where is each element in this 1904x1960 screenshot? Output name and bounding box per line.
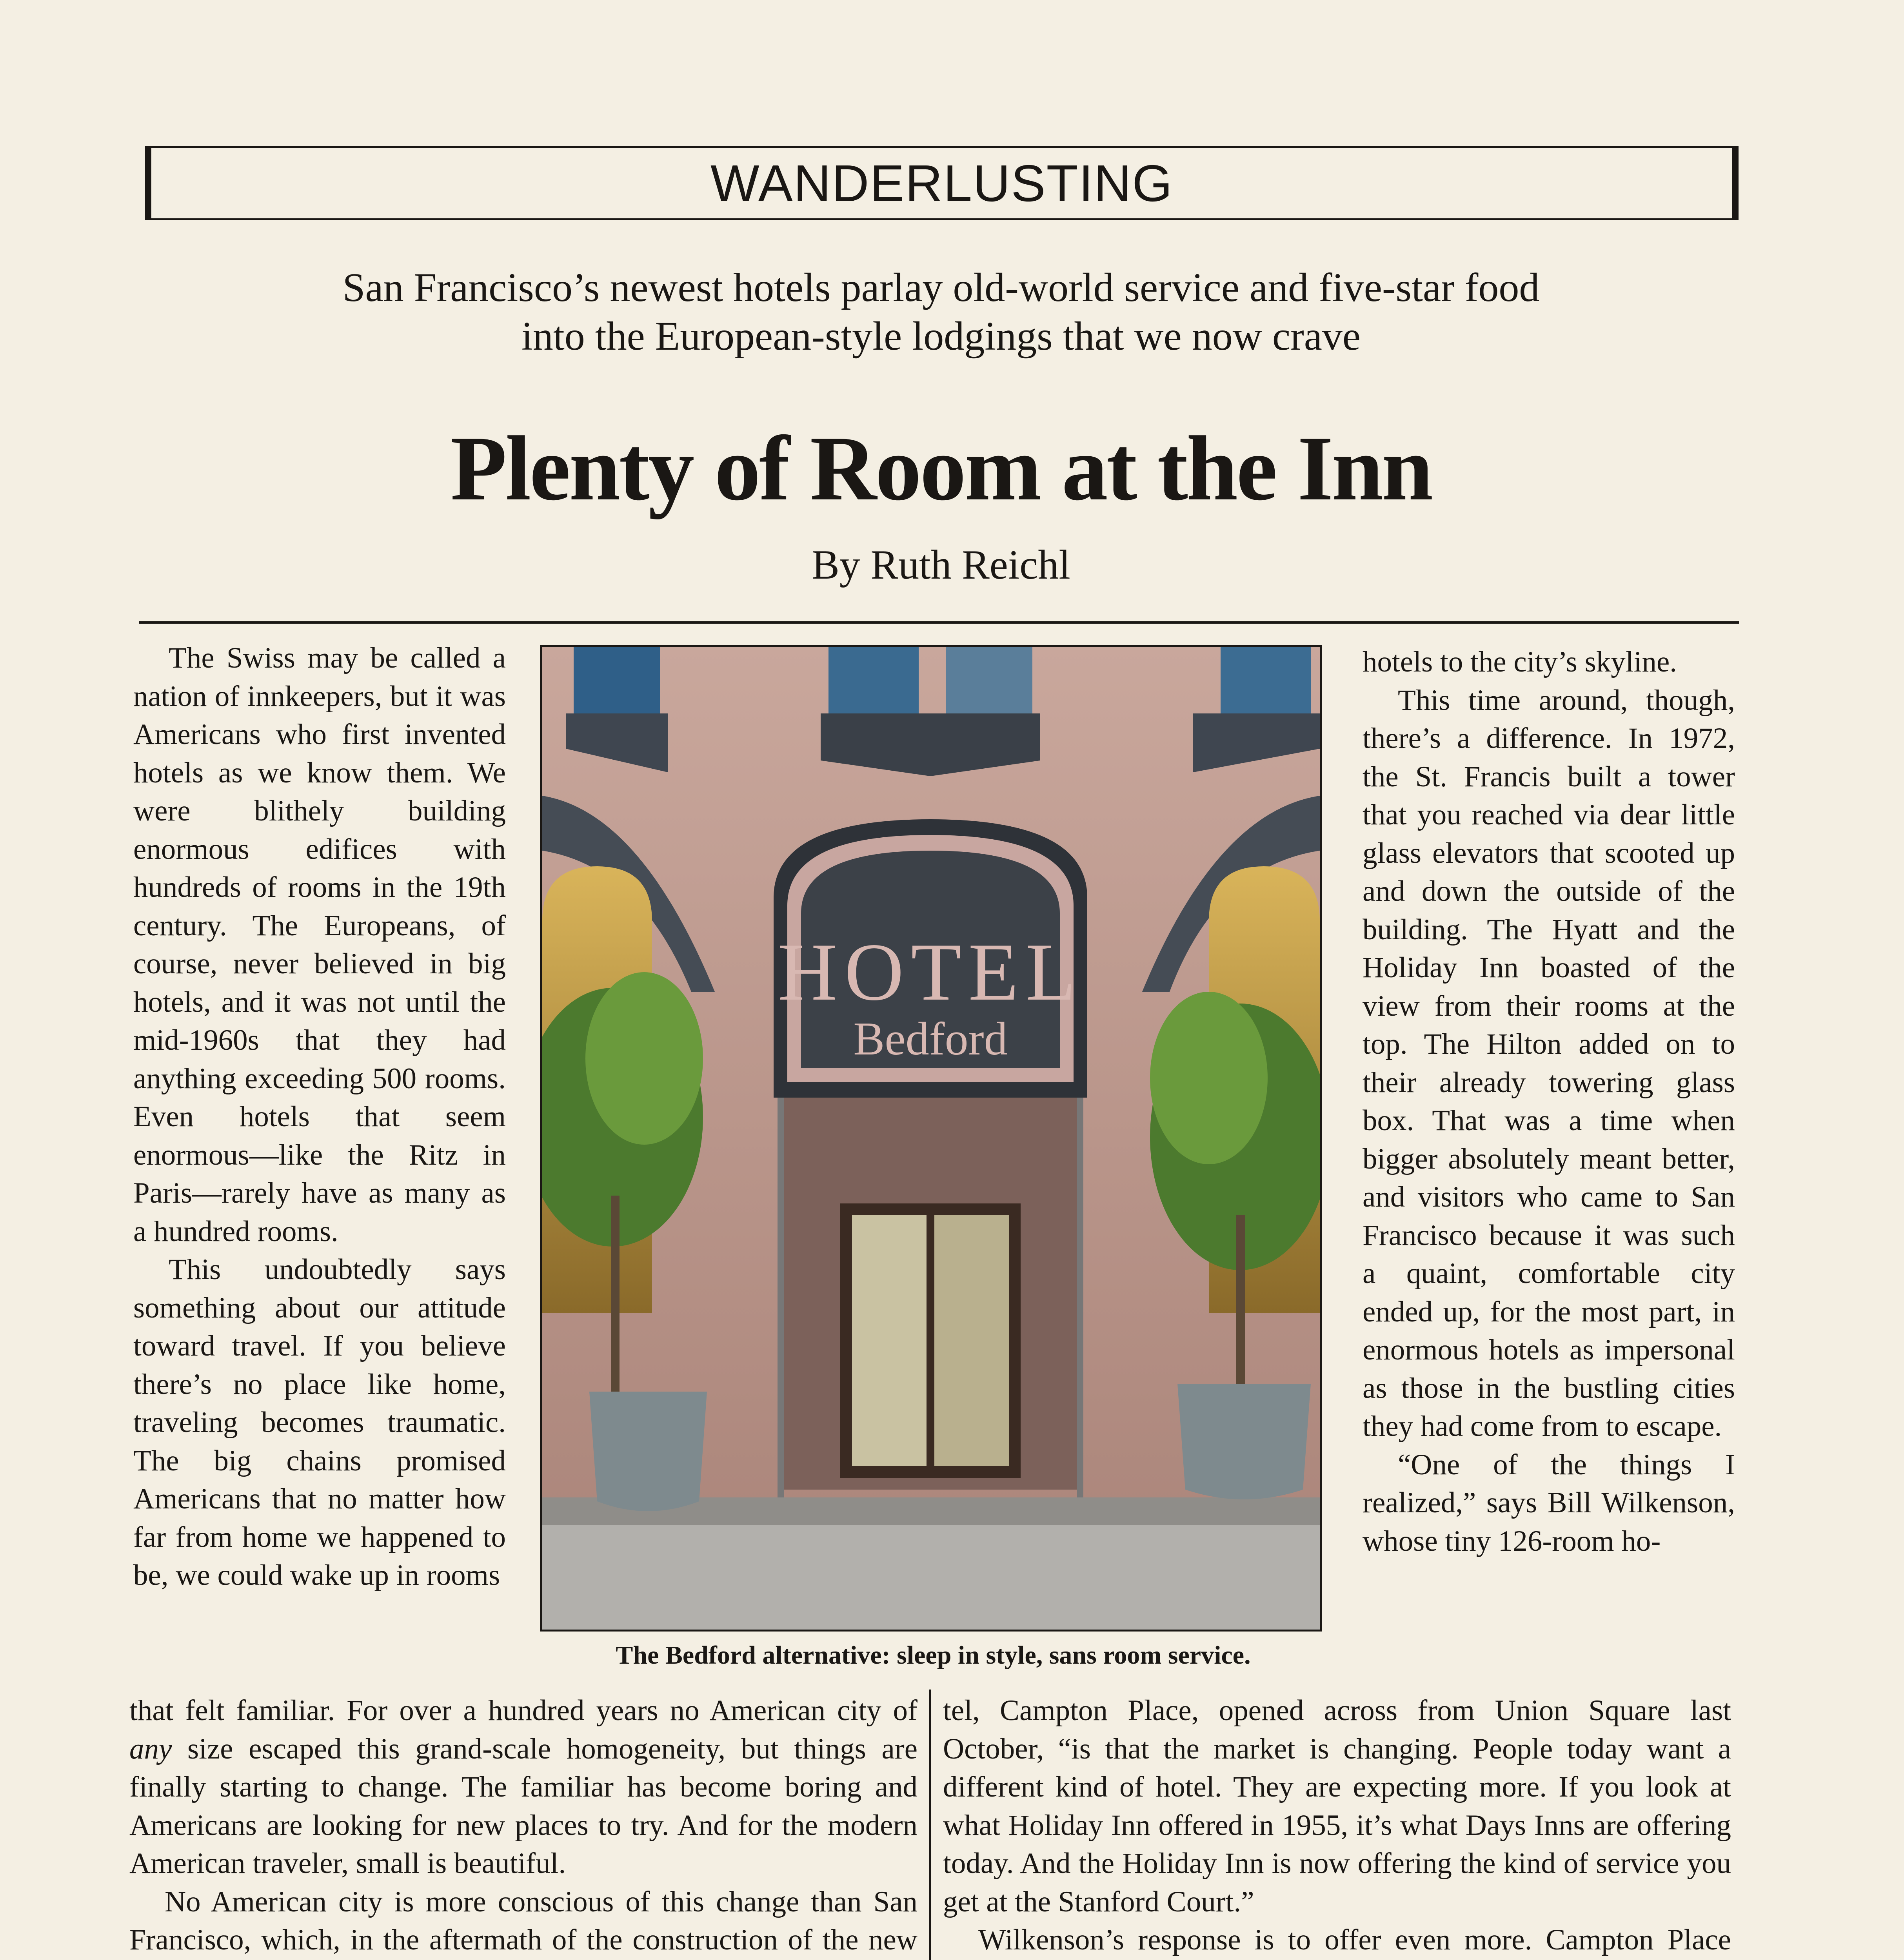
paragraph: “One of the things I realized,” says Bill Wilkenson, whose tiny 126-room ho- (1363, 1448, 1735, 1557)
right-column (1363, 643, 1735, 1560)
paragraph: This time around, though, there’s a difference. In 1972, the St. Francis built a tower that you reached via dear little glass elevators that scooted up and down the outside of the building. The Hyatt and the Holiday Inn boasted of the view from their rooms at the top. The Hilton added on to their already towering glass box. That was a time when bigger absolutely meant better, and visitors who came to San Francisco because it was such a quaint, comfortable city ended up, for the most part, in enormous hotels as impersonal as those in the bustling cities they had come from to escape. (1363, 684, 1735, 1443)
paragraph: Wilkenson’s response is to offer even more. Campton Place (978, 1924, 1731, 1956)
paragraph: The Swiss may be called a nation of innkeepers, but it was Americans who first invented hotels as we know them. We were blithely building enormous edifices with hundreds of rooms in the 19th century. The Europeans, of course, never believed in big hotels, and it was not until the mid-1960s that they had anything exceeding 500 rooms. Even hotels that seem enormous—like the Ritz in Paris—rarely have as many as a hundred rooms. (133, 642, 506, 1248)
sign-text-hotel: HOTEL (778, 927, 1083, 1018)
bottom-right-column (943, 1691, 1731, 1960)
section-banner (145, 146, 1739, 220)
photo-caption: The Bedford alternative: sleep in style, sans room service. (616, 1641, 1251, 1670)
sign-text-bedford: Bedford (853, 1013, 1008, 1065)
deck (157, 263, 1725, 361)
deck-line-2: into the European-style lodgings that we now crave (521, 314, 1361, 359)
section-label: WANDERLUSTING (710, 154, 1173, 212)
paragraph: This undoubtedly says something about our attitude toward travel. If you believe there’s no place like home, traveling becomes traumatic. The big chains promised Americans that no matter how far from home we happened to be, we could wake up in rooms (133, 1253, 506, 1592)
headline: Plenty of Room at the Inn (450, 417, 1432, 520)
byline: By Ruth Reichl (812, 542, 1070, 588)
deck-line-1: San Francisco’s newest hotels parlay old-world service and five-star food (342, 265, 1540, 310)
paragraph: No American city is more conscious of this change than San Francisco, which, in the aftermath of the construction of the new (129, 1885, 917, 1956)
left-column (133, 639, 506, 1595)
paragraph: tel, Campton Place, opened across from Union Square last October, “is that the market is changing. People today want a different kind of hotel. They are expecting more. If you look at what Holiday Inn offered in 1955, it’s what Days Inns are offering today. And the Holiday Inn is now offering the kind of service you get at the Stanford Court.” (943, 1694, 1731, 1918)
emphasis: any (129, 1732, 172, 1765)
horizontal-rule (139, 621, 1739, 624)
paragraph: that felt familiar. For over a hundred years no American city of any size escaped this grand-scale homogeneity, but things are finally starting to change. The familiar has become boring and Americans are looking for new places to try. And for the modern American traveler, small is beautiful. (129, 1694, 917, 1880)
bottom-left-column (129, 1691, 917, 1960)
column-divider (929, 1690, 931, 1960)
hotel-bedford-facade-image (542, 647, 1320, 1630)
hotel-photo (540, 645, 1322, 1632)
paragraph: hotels to the city’s skyline. (1363, 646, 1677, 678)
